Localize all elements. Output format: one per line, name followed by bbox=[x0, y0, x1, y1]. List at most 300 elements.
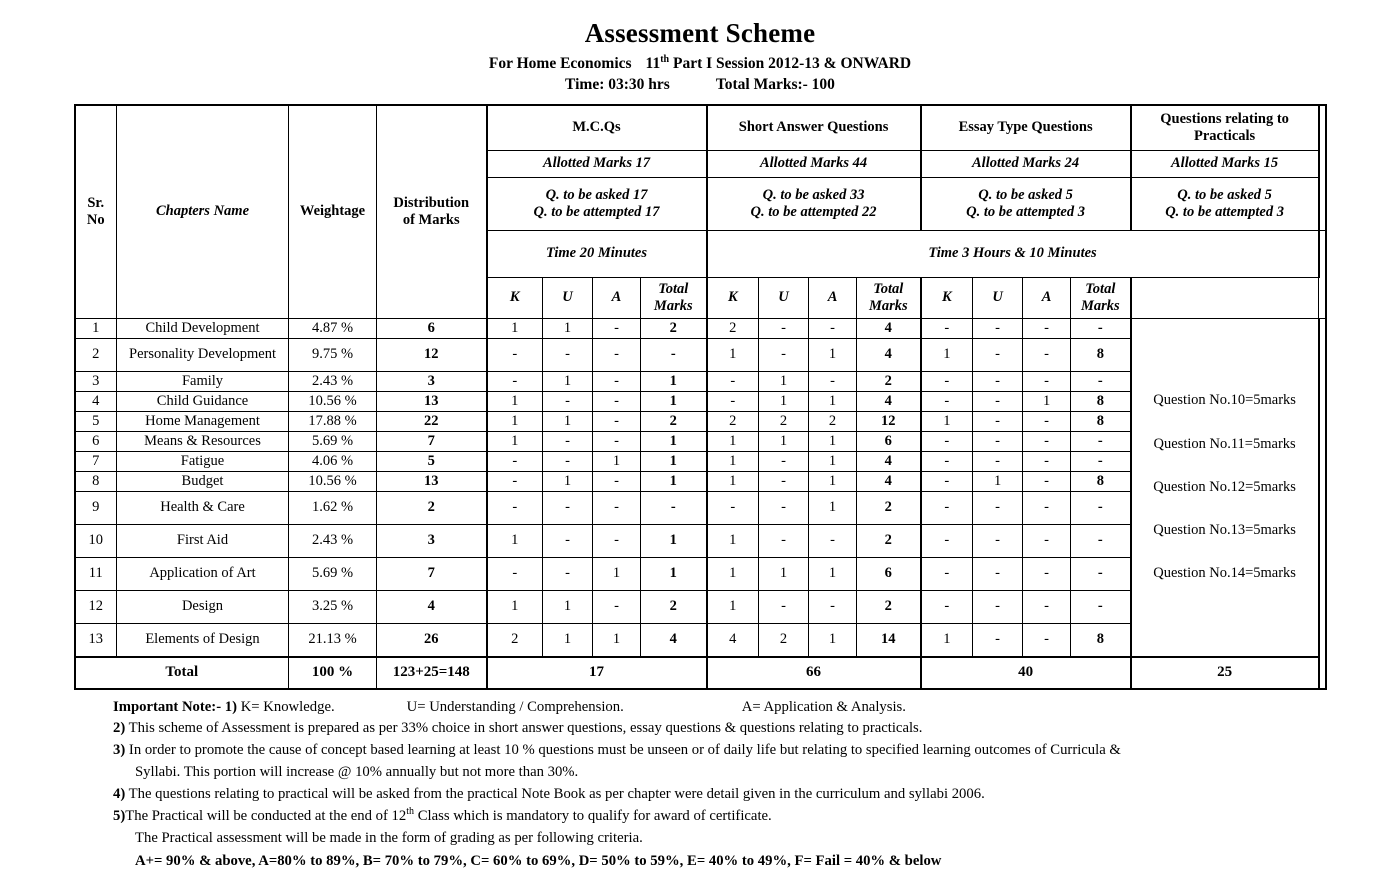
row-essay-total: - bbox=[1071, 591, 1131, 624]
row-essay-total: - bbox=[1071, 558, 1131, 591]
row-essay-u: - bbox=[973, 319, 1023, 339]
time-marks-line bbox=[0, 76, 1400, 94]
row-saq-k: 2 bbox=[707, 412, 759, 432]
row-essay-total: 8 bbox=[1071, 624, 1131, 657]
row-mcq-u: - bbox=[543, 452, 593, 472]
row-sr-no: 12 bbox=[75, 591, 117, 624]
group-header-essay-type: Essay Type Questions bbox=[921, 105, 1131, 151]
row-mcq-k: 1 bbox=[487, 319, 543, 339]
row-mcq-u: - bbox=[543, 525, 593, 558]
note-1-understanding: U= Understanding / Comprehension. bbox=[406, 698, 624, 715]
row-weightage: 10.56 % bbox=[289, 392, 377, 412]
row-weightage: 2.43 % bbox=[289, 525, 377, 558]
row-weightage: 5.69 % bbox=[289, 558, 377, 591]
row-essay-u: - bbox=[973, 392, 1023, 412]
table-row bbox=[75, 319, 1326, 339]
practicals-header-spacer bbox=[1319, 231, 1326, 319]
row-essay-a: - bbox=[1023, 472, 1071, 492]
row-mcq-k: - bbox=[487, 558, 543, 591]
row-mcq-total: 4 bbox=[641, 624, 707, 657]
row-chapter-name: Means & Resources bbox=[117, 432, 289, 452]
row-mcq-total: 1 bbox=[641, 392, 707, 412]
row-essay-total: - bbox=[1071, 452, 1131, 472]
row-essay-k: - bbox=[921, 319, 973, 339]
row-essay-k: 1 bbox=[921, 624, 973, 657]
q-asked-short-answer: Q. to be asked 33 bbox=[762, 186, 865, 203]
row-sr-no: 10 bbox=[75, 525, 117, 558]
row-distribution-of-marks: 22 bbox=[377, 412, 487, 432]
row-saq-k: 1 bbox=[707, 432, 759, 452]
row-saq-total: 6 bbox=[857, 558, 921, 591]
allotted-marks-essay: Allotted Marks 24 bbox=[921, 151, 1131, 178]
total-distribution: 123+25=148 bbox=[377, 657, 487, 689]
row-mcq-u: - bbox=[543, 558, 593, 591]
row-weightage: 21.13 % bbox=[289, 624, 377, 657]
row-saq-a: 1 bbox=[809, 492, 857, 525]
group-header-short-answer: Short Answer Questions bbox=[707, 105, 921, 151]
row-saq-total: 4 bbox=[857, 319, 921, 339]
row-mcq-u: - bbox=[543, 492, 593, 525]
row-mcq-a: - bbox=[593, 591, 641, 624]
total-weightage: 100 % bbox=[289, 657, 377, 689]
row-essay-a: - bbox=[1023, 372, 1071, 392]
important-note-label: Important Note:- bbox=[113, 698, 222, 715]
row-saq-u: - bbox=[759, 339, 809, 372]
row-essay-k: - bbox=[921, 392, 973, 412]
row-essay-u: - bbox=[973, 624, 1023, 657]
row-mcq-a: - bbox=[593, 412, 641, 432]
row-saq-a: 1 bbox=[809, 392, 857, 412]
note-1-knowledge: K= Knowledge. bbox=[240, 698, 335, 715]
row-weightage: 5.69 % bbox=[289, 432, 377, 452]
row-chapter-name: Application of Art bbox=[117, 558, 289, 591]
row-saq-u: 1 bbox=[759, 432, 809, 452]
row-saq-u: - bbox=[759, 525, 809, 558]
header-distribution-of-marks: Distribution of Marks bbox=[377, 105, 487, 319]
row-mcq-k: 1 bbox=[487, 432, 543, 452]
row-saq-total: 12 bbox=[857, 412, 921, 432]
row-saq-u: 2 bbox=[759, 412, 809, 432]
row-essay-a: - bbox=[1023, 624, 1071, 657]
row-essay-k: - bbox=[921, 492, 973, 525]
questions-practicals bbox=[1131, 178, 1319, 231]
row-essay-k: - bbox=[921, 472, 973, 492]
row-mcq-k: 1 bbox=[487, 525, 543, 558]
row-essay-u: - bbox=[973, 339, 1023, 372]
note-2-text: This scheme of Assessment is prepared as per 33% choice in short answer questions, essay questions & questions relating to practicals. bbox=[128, 720, 923, 737]
grading-criteria: A+= 90% & above, A=80% to 89%, B= 70% to 79%, C= 60% to 69%, D= 50% to 59%, E= 40% to 49%, F= Fail = 40% & below bbox=[135, 852, 942, 869]
practicals-question-item: Question No.12=5marks bbox=[1153, 478, 1296, 495]
header-essay-total-marks: Total Marks bbox=[1071, 278, 1131, 319]
row-saq-a: 1 bbox=[809, 452, 857, 472]
row-mcq-k: - bbox=[487, 372, 543, 392]
row-mcq-k: 1 bbox=[487, 392, 543, 412]
row-mcq-a: 1 bbox=[593, 452, 641, 472]
row-mcq-k: - bbox=[487, 452, 543, 472]
time-remaining-sections: Time 3 Hours & 10 Minutes bbox=[707, 231, 1319, 278]
header-mcq-total-marks: Total Marks bbox=[641, 278, 707, 319]
row-mcq-total: 2 bbox=[641, 319, 707, 339]
total-marks-label: Total Marks:- 100 bbox=[715, 76, 835, 94]
header-saq-k: K bbox=[707, 278, 759, 319]
row-chapter-name: Health & Care bbox=[117, 492, 289, 525]
note-5-continued bbox=[113, 828, 1325, 850]
row-mcq-u: 1 bbox=[543, 412, 593, 432]
row-essay-k: - bbox=[921, 558, 973, 591]
row-saq-k: - bbox=[707, 372, 759, 392]
row-mcq-total: 2 bbox=[641, 412, 707, 432]
row-essay-k: - bbox=[921, 372, 973, 392]
row-essay-total: - bbox=[1071, 492, 1131, 525]
header-essay-k: K bbox=[921, 278, 973, 319]
note-3-text-line2: Syllabi. This portion will increase @ 10% annually but not more than 30%. bbox=[135, 763, 579, 780]
questions-essay bbox=[921, 178, 1131, 231]
row-saq-a: 1 bbox=[809, 432, 857, 452]
row-essay-a: 1 bbox=[1023, 392, 1071, 412]
row-chapter-name: Child Guidance bbox=[117, 392, 289, 412]
row-mcq-k: - bbox=[487, 492, 543, 525]
class-ordinal-suffix: th bbox=[660, 54, 670, 66]
row-essay-a: - bbox=[1023, 432, 1071, 452]
questions-short-answer bbox=[707, 178, 921, 231]
row-chapter-name: Child Development bbox=[117, 319, 289, 339]
row-chapter-name: Elements of Design bbox=[117, 624, 289, 657]
note-2 bbox=[113, 718, 1325, 740]
row-mcq-u: - bbox=[543, 339, 593, 372]
row-chapter-name: Fatigue bbox=[117, 452, 289, 472]
row-essay-total: 8 bbox=[1071, 339, 1131, 372]
row-chapter-name: Design bbox=[117, 591, 289, 624]
row-saq-total: 4 bbox=[857, 392, 921, 412]
row-saq-k: 1 bbox=[707, 339, 759, 372]
header-saq-total-marks: Total Marks bbox=[857, 278, 921, 319]
allotted-marks-mcq: Allotted Marks 17 bbox=[487, 151, 707, 178]
row-mcq-u: 1 bbox=[543, 372, 593, 392]
row-essay-a: - bbox=[1023, 339, 1071, 372]
q-asked-practicals: Q. to be asked 5 bbox=[1177, 186, 1272, 203]
subject-label: For Home Economics bbox=[488, 55, 632, 73]
row-saq-u: 1 bbox=[759, 372, 809, 392]
header-weightage: Weightage bbox=[289, 105, 377, 319]
row-distribution-of-marks: 7 bbox=[377, 558, 487, 591]
row-weightage: 3.25 % bbox=[289, 591, 377, 624]
row-saq-u: - bbox=[759, 591, 809, 624]
note-3-number: 3) bbox=[113, 742, 126, 759]
group-header-practicals: Questions relating to Practicals bbox=[1131, 105, 1319, 151]
row-essay-u: - bbox=[973, 412, 1023, 432]
row-mcq-a: - bbox=[593, 372, 641, 392]
practicals-question-item: Question No.13=5marks bbox=[1153, 521, 1296, 538]
row-essay-total: 8 bbox=[1071, 412, 1131, 432]
row-essay-k: - bbox=[921, 591, 973, 624]
total-mcq: 17 bbox=[487, 657, 707, 689]
row-essay-u: 1 bbox=[973, 472, 1023, 492]
row-weightage: 17.88 % bbox=[289, 412, 377, 432]
q-attempted-practicals: Q. to be attempted 3 bbox=[1165, 204, 1284, 221]
questions-mcq bbox=[487, 178, 707, 231]
row-essay-a: - bbox=[1023, 412, 1071, 432]
row-essay-total: - bbox=[1071, 432, 1131, 452]
note-3-continued bbox=[113, 762, 1325, 784]
header-row-groups bbox=[75, 105, 1326, 151]
row-mcq-total: - bbox=[641, 492, 707, 525]
row-essay-k: - bbox=[921, 432, 973, 452]
header-mcq-u: U bbox=[543, 278, 593, 319]
row-weightage: 9.75 % bbox=[289, 339, 377, 372]
header-saq-u: U bbox=[759, 278, 809, 319]
row-sr-no: 8 bbox=[75, 472, 117, 492]
row-saq-a: 1 bbox=[809, 624, 857, 657]
row-distribution-of-marks: 3 bbox=[377, 525, 487, 558]
row-mcq-total: 1 bbox=[641, 558, 707, 591]
row-essay-k: - bbox=[921, 525, 973, 558]
row-distribution-of-marks: 7 bbox=[377, 432, 487, 452]
row-sr-no: 3 bbox=[75, 372, 117, 392]
session-label: Part I Session 2012-13 & ONWARD bbox=[672, 55, 912, 73]
row-essay-k: - bbox=[921, 452, 973, 472]
row-mcq-a: 1 bbox=[593, 558, 641, 591]
row-saq-a: - bbox=[809, 525, 857, 558]
row-mcq-a: - bbox=[593, 392, 641, 412]
row-saq-a: - bbox=[809, 319, 857, 339]
subject-session-line bbox=[0, 54, 1400, 73]
row-mcq-k: 1 bbox=[487, 412, 543, 432]
row-saq-a: 1 bbox=[809, 339, 857, 372]
row-saq-a: 1 bbox=[809, 558, 857, 591]
row-essay-u: - bbox=[973, 372, 1023, 392]
row-sr-no: 5 bbox=[75, 412, 117, 432]
note-5-text-line2: The Practical assessment will be made in the form of grading as per following criteria. bbox=[135, 829, 643, 846]
row-mcq-total: 1 bbox=[641, 452, 707, 472]
practicals-questions-cell bbox=[1131, 319, 1319, 657]
row-weightage: 4.06 % bbox=[289, 452, 377, 472]
important-notes bbox=[75, 697, 1325, 872]
q-attempted-short-answer: Q. to be attempted 22 bbox=[750, 204, 877, 221]
row-chapter-name: First Aid bbox=[117, 525, 289, 558]
header-mcq-a: A bbox=[593, 278, 641, 319]
row-essay-u: - bbox=[973, 432, 1023, 452]
row-saq-total: 4 bbox=[857, 452, 921, 472]
row-essay-a: - bbox=[1023, 558, 1071, 591]
total-row bbox=[75, 657, 1326, 689]
row-mcq-u: 1 bbox=[543, 591, 593, 624]
row-saq-a: - bbox=[809, 372, 857, 392]
row-mcq-k: 1 bbox=[487, 591, 543, 624]
header-essay-u: U bbox=[973, 278, 1023, 319]
row-saq-k: - bbox=[707, 492, 759, 525]
row-chapter-name: Family bbox=[117, 372, 289, 392]
allotted-marks-practicals: Allotted Marks 15 bbox=[1131, 151, 1319, 178]
row-saq-u: 2 bbox=[759, 624, 809, 657]
row-essay-a: - bbox=[1023, 591, 1071, 624]
row-mcq-a: - bbox=[593, 525, 641, 558]
row-distribution-of-marks: 5 bbox=[377, 452, 487, 472]
row-distribution-of-marks: 4 bbox=[377, 591, 487, 624]
row-saq-total: 2 bbox=[857, 591, 921, 624]
header-chapters-name: Chapters Name bbox=[117, 105, 289, 319]
row-mcq-a: - bbox=[593, 339, 641, 372]
header-sr-no: Sr. No bbox=[75, 105, 117, 319]
assessment-table-container bbox=[74, 104, 1327, 690]
note-3-text: In order to promote the cause of concept based learning at least 10 % questions must be unseen or of daily life but relating to specified learning outcomes of Curricula & bbox=[128, 742, 1121, 759]
row-essay-a: - bbox=[1023, 525, 1071, 558]
row-essay-a: - bbox=[1023, 319, 1071, 339]
row-saq-k: - bbox=[707, 392, 759, 412]
row-sr-no: 6 bbox=[75, 432, 117, 452]
note-4-text: The questions relating to practical will be asked from the practical Note Book as per chapter were detail given in the curriculum and syllabi 2006. bbox=[128, 785, 985, 802]
row-mcq-a: - bbox=[593, 472, 641, 492]
header-saq-a: A bbox=[809, 278, 857, 319]
q-asked-mcq: Q. to be asked 17 bbox=[545, 186, 648, 203]
time-mcq: Time 20 Minutes bbox=[487, 231, 707, 278]
q-asked-essay: Q. to be asked 5 bbox=[978, 186, 1073, 203]
row-mcq-total: 1 bbox=[641, 372, 707, 392]
row-saq-u: - bbox=[759, 319, 809, 339]
header-essay-a: A bbox=[1023, 278, 1071, 319]
row-mcq-total: 1 bbox=[641, 432, 707, 452]
row-mcq-u: - bbox=[543, 432, 593, 452]
row-mcq-k: - bbox=[487, 472, 543, 492]
row-mcq-k: 2 bbox=[487, 624, 543, 657]
total-practicals: 25 bbox=[1131, 657, 1319, 689]
note-1-number: 1) bbox=[224, 698, 238, 715]
row-mcq-total: - bbox=[641, 339, 707, 372]
row-saq-total: 4 bbox=[857, 472, 921, 492]
row-saq-total: 2 bbox=[857, 372, 921, 392]
q-attempted-mcq: Q. to be attempted 17 bbox=[533, 204, 660, 221]
row-weightage: 1.62 % bbox=[289, 492, 377, 525]
row-distribution-of-marks: 13 bbox=[377, 392, 487, 412]
row-essay-u: - bbox=[973, 558, 1023, 591]
note-5-number: 5) bbox=[113, 808, 126, 825]
document-header bbox=[0, 0, 1400, 94]
row-saq-total: 6 bbox=[857, 432, 921, 452]
row-distribution-of-marks: 3 bbox=[377, 372, 487, 392]
row-mcq-a: - bbox=[593, 432, 641, 452]
note-2-number: 2) bbox=[113, 720, 126, 737]
row-sr-no: 1 bbox=[75, 319, 117, 339]
row-saq-total: 4 bbox=[857, 339, 921, 372]
assessment-table bbox=[74, 104, 1327, 690]
row-saq-k: 1 bbox=[707, 525, 759, 558]
row-essay-total: 8 bbox=[1071, 392, 1131, 412]
row-saq-u: - bbox=[759, 472, 809, 492]
row-essay-total: - bbox=[1071, 372, 1131, 392]
row-distribution-of-marks: 2 bbox=[377, 492, 487, 525]
row-mcq-a: - bbox=[593, 492, 641, 525]
allotted-marks-short-answer: Allotted Marks 44 bbox=[707, 151, 921, 178]
row-weightage: 4.87 % bbox=[289, 319, 377, 339]
row-sr-no: 11 bbox=[75, 558, 117, 591]
row-sr-no: 13 bbox=[75, 624, 117, 657]
row-essay-k: 1 bbox=[921, 412, 973, 432]
row-saq-u: - bbox=[759, 492, 809, 525]
row-saq-k: 1 bbox=[707, 591, 759, 624]
note-4-number: 4) bbox=[113, 785, 126, 802]
row-weightage: 2.43 % bbox=[289, 372, 377, 392]
note-1 bbox=[113, 697, 1325, 719]
row-saq-k: 1 bbox=[707, 452, 759, 472]
row-sr-no: 9 bbox=[75, 492, 117, 525]
row-saq-u: - bbox=[759, 452, 809, 472]
row-saq-k: 2 bbox=[707, 319, 759, 339]
row-sr-no: 2 bbox=[75, 339, 117, 372]
note-5-text-a: The Practical will be conducted at the end of 12 bbox=[125, 808, 407, 825]
row-essay-u: - bbox=[973, 591, 1023, 624]
row-chapter-name: Home Management bbox=[117, 412, 289, 432]
q-attempted-essay: Q. to be attempted 3 bbox=[966, 204, 1085, 221]
row-mcq-u: 1 bbox=[543, 319, 593, 339]
row-mcq-total: 1 bbox=[641, 472, 707, 492]
row-chapter-name: Personality Development bbox=[117, 339, 289, 372]
row-sr-no: 7 bbox=[75, 452, 117, 472]
table-body bbox=[75, 319, 1326, 657]
row-sr-no: 4 bbox=[75, 392, 117, 412]
row-chapter-name: Budget bbox=[117, 472, 289, 492]
row-saq-k: 1 bbox=[707, 558, 759, 591]
row-mcq-total: 1 bbox=[641, 525, 707, 558]
note-4 bbox=[113, 784, 1325, 806]
exam-time-label: Time: 03:30 hrs bbox=[565, 76, 670, 94]
total-short-answer: 66 bbox=[707, 657, 921, 689]
note-5-ordinal-suffix: th bbox=[406, 806, 415, 818]
header-mcq-k: K bbox=[487, 278, 543, 319]
practicals-question-item: Question No.11=5marks bbox=[1153, 435, 1296, 452]
row-saq-a: 1 bbox=[809, 472, 857, 492]
note-1-application: A= Application & Analysis. bbox=[741, 698, 906, 715]
note-3 bbox=[113, 740, 1325, 762]
row-essay-u: - bbox=[973, 492, 1023, 525]
row-essay-total: 8 bbox=[1071, 472, 1131, 492]
row-saq-u: 1 bbox=[759, 558, 809, 591]
row-saq-a: - bbox=[809, 591, 857, 624]
row-saq-total: 2 bbox=[857, 525, 921, 558]
row-saq-total: 14 bbox=[857, 624, 921, 657]
row-saq-k: 4 bbox=[707, 624, 759, 657]
row-distribution-of-marks: 26 bbox=[377, 624, 487, 657]
row-mcq-total: 2 bbox=[641, 591, 707, 624]
row-mcq-a: - bbox=[593, 319, 641, 339]
class-number: 11 bbox=[645, 55, 661, 73]
row-distribution-of-marks: 12 bbox=[377, 339, 487, 372]
note-5 bbox=[113, 805, 1325, 828]
row-distribution-of-marks: 13 bbox=[377, 472, 487, 492]
total-essay: 40 bbox=[921, 657, 1131, 689]
row-weightage: 10.56 % bbox=[289, 472, 377, 492]
row-mcq-u: 1 bbox=[543, 472, 593, 492]
row-essay-total: - bbox=[1071, 319, 1131, 339]
row-saq-total: 2 bbox=[857, 492, 921, 525]
row-mcq-u: - bbox=[543, 392, 593, 412]
row-mcq-k: - bbox=[487, 339, 543, 372]
note-5-text-b: Class which is mandatory to qualify for award of certificate. bbox=[414, 808, 772, 825]
document-title: Assessment Scheme bbox=[584, 18, 816, 48]
total-label: Total bbox=[75, 657, 289, 689]
row-mcq-u: 1 bbox=[543, 624, 593, 657]
row-saq-a: 2 bbox=[809, 412, 857, 432]
practicals-question-item: Question No.14=5marks bbox=[1153, 564, 1296, 581]
row-essay-u: - bbox=[973, 452, 1023, 472]
row-saq-u: 1 bbox=[759, 392, 809, 412]
row-essay-u: - bbox=[973, 525, 1023, 558]
row-essay-a: - bbox=[1023, 452, 1071, 472]
group-header-mcq: M.C.Qs bbox=[487, 105, 707, 151]
row-mcq-a: 1 bbox=[593, 624, 641, 657]
row-distribution-of-marks: 6 bbox=[377, 319, 487, 339]
row-essay-k: 1 bbox=[921, 339, 973, 372]
row-essay-a: - bbox=[1023, 492, 1071, 525]
practicals-question-item: Question No.10=5marks bbox=[1153, 392, 1296, 409]
